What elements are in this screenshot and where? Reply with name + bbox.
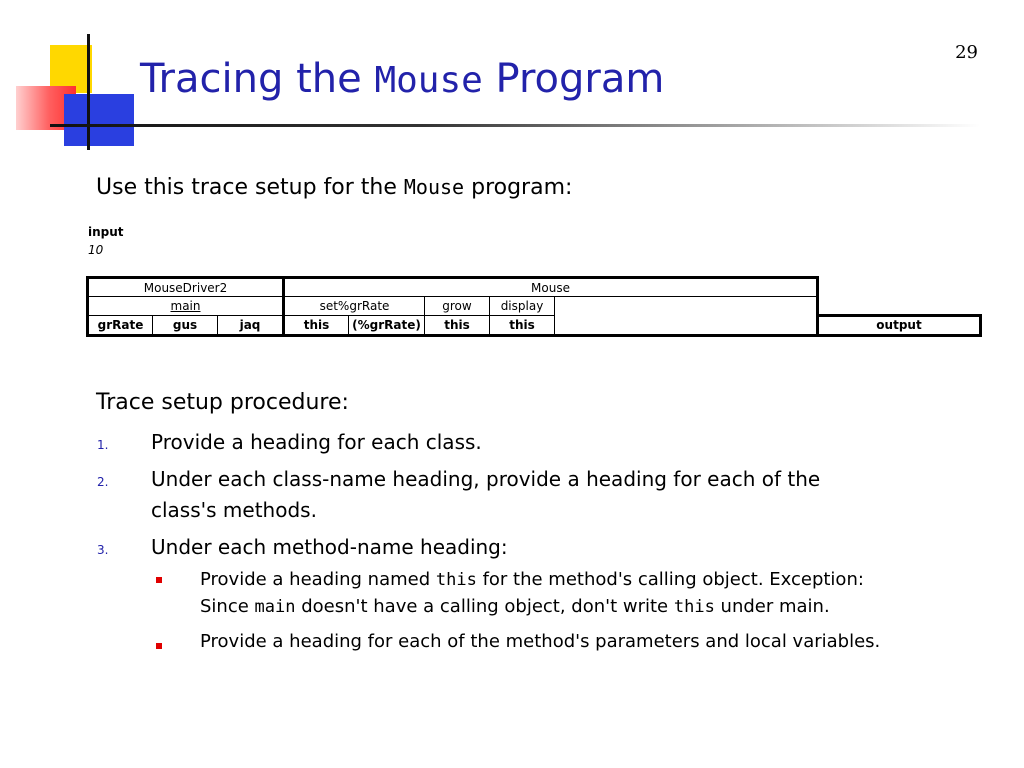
intro-code: Mouse [403,175,465,199]
sub-bullet-1-line2 [200,593,830,621]
title-code: Mouse [374,60,483,101]
text-segment: under main. [720,596,830,617]
step-text: Provide a heading for each class. [151,430,482,454]
variable-heading: this [425,315,490,335]
variable-heading: this [490,315,555,335]
decorative-blue-square [64,94,134,146]
trace-table [86,276,982,337]
method-heading-display: display [490,297,555,316]
empty-method-cell [555,297,818,316]
bullet-icon [156,643,162,649]
blank-cell [818,297,981,316]
code-main: main [254,597,296,617]
slide-title [140,56,664,102]
decorative-vertical-line [87,34,90,150]
code-this: this [673,597,715,617]
intro-prefix: Use this trace setup for the [96,175,397,200]
bullet-icon [156,577,162,583]
blank-cell [818,278,981,297]
step-number: 1. [97,438,109,452]
step-number: 2. [97,475,109,489]
page-number: 29 [955,42,978,63]
sub-bullet-1-line1 [200,566,864,594]
step-text-line1: Under each class-name heading, provide a heading for each of the [151,467,821,491]
step-text-line2: class's methods. [151,498,317,522]
method-heading-main: main [88,297,284,316]
text-segment: doesn't have a calling object, don't write [301,596,669,617]
step-text: Under each method-name heading: [151,535,508,559]
input-value: 10 [88,243,104,257]
variable-heading: grRate [88,315,153,335]
method-heading-setgrrate: set%grRate [284,297,425,316]
input-label: input [88,225,124,239]
text-segment: Provide a heading named [200,569,431,590]
variable-heading: this [284,315,349,335]
text-segment: Since [200,596,249,617]
step-number: 3. [97,543,109,557]
title-prefix: Tracing the [140,56,362,102]
text-segment: for the method's calling object. Exception: [482,569,864,590]
variable-heading: gus [153,315,218,335]
variable-heading: jaq [218,315,284,335]
title-suffix: Program [495,56,665,102]
sub-bullet-2: Provide a heading for each of the method's parameters and local variables. [200,631,881,652]
method-heading-grow: grow [425,297,490,316]
empty-variable-cell [555,315,818,335]
intro-text [96,175,572,200]
variable-heading: (%grRate) [349,315,425,335]
class-heading-mouse: Mouse [284,278,818,297]
title-underline-rule [50,124,980,127]
code-this: this [435,570,477,590]
procedure-heading: Trace setup procedure: [96,390,349,415]
output-heading: output [818,315,981,335]
intro-suffix: program: [471,175,573,200]
class-heading-mousedriver2: MouseDriver2 [88,278,284,297]
